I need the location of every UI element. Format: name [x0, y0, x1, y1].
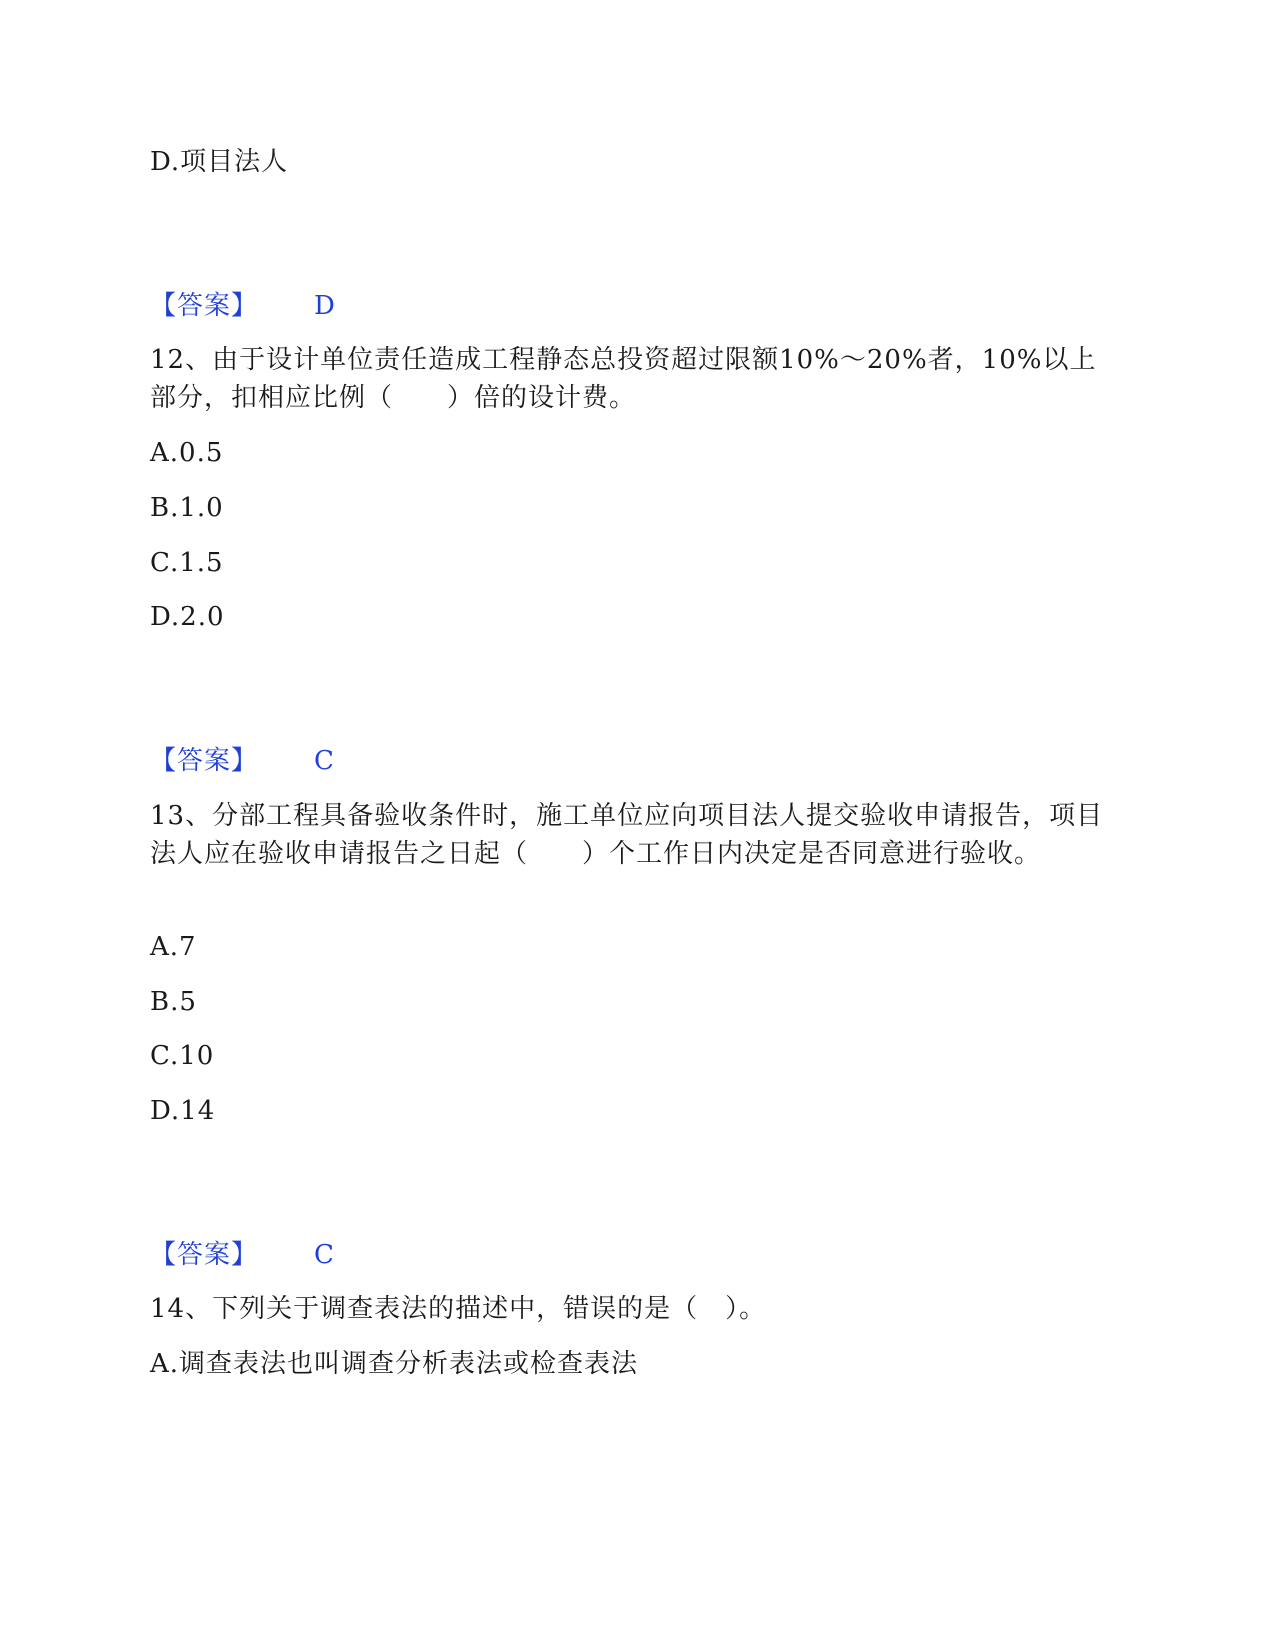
q13-option-b: B.5: [150, 987, 197, 1017]
answer-row-q12: [150, 742, 335, 780]
answer-value: D: [314, 291, 336, 321]
q12-option-b: B.1.0: [150, 493, 224, 523]
answer-value: C: [314, 1240, 335, 1270]
question-12-text: 12、由于设计单位责任造成工程静态总投资超过限额10%～20%者，10%以上部分，扣相应比例（ ）倍的设计费。: [150, 345, 1097, 413]
question-14-text: 14、下列关于调查表法的描述中，错误的是（ ）。: [150, 1294, 767, 1324]
q13-option-d: D.14: [150, 1096, 216, 1126]
q12-option-c: C.1.5: [150, 548, 224, 578]
q12-option-a: A.0.5: [150, 438, 224, 468]
q12-option-d: D.2.0: [150, 602, 225, 632]
prev-option-d: D.项目法人: [150, 147, 289, 177]
answer-label: 【答案】: [150, 746, 259, 776]
question-13-text: 13、分部工程具备验收条件时，施工单位应向项目法人提交验收申请报告，项目法人应在验收申请报告之日起（ ）个工作日内决定是否同意进行验收。: [150, 801, 1104, 869]
q13-option-c: C.10: [150, 1041, 215, 1071]
answer-row-q11: [150, 287, 336, 325]
answer-label: 【答案】: [150, 291, 259, 321]
answer-value: C: [314, 746, 335, 776]
answer-row-q13: [150, 1236, 335, 1274]
q14-option-a: A.调查表法也叫调查分析表法或检查表法: [150, 1349, 639, 1379]
q13-option-a: A.7: [150, 932, 197, 962]
answer-label: 【答案】: [150, 1240, 259, 1270]
